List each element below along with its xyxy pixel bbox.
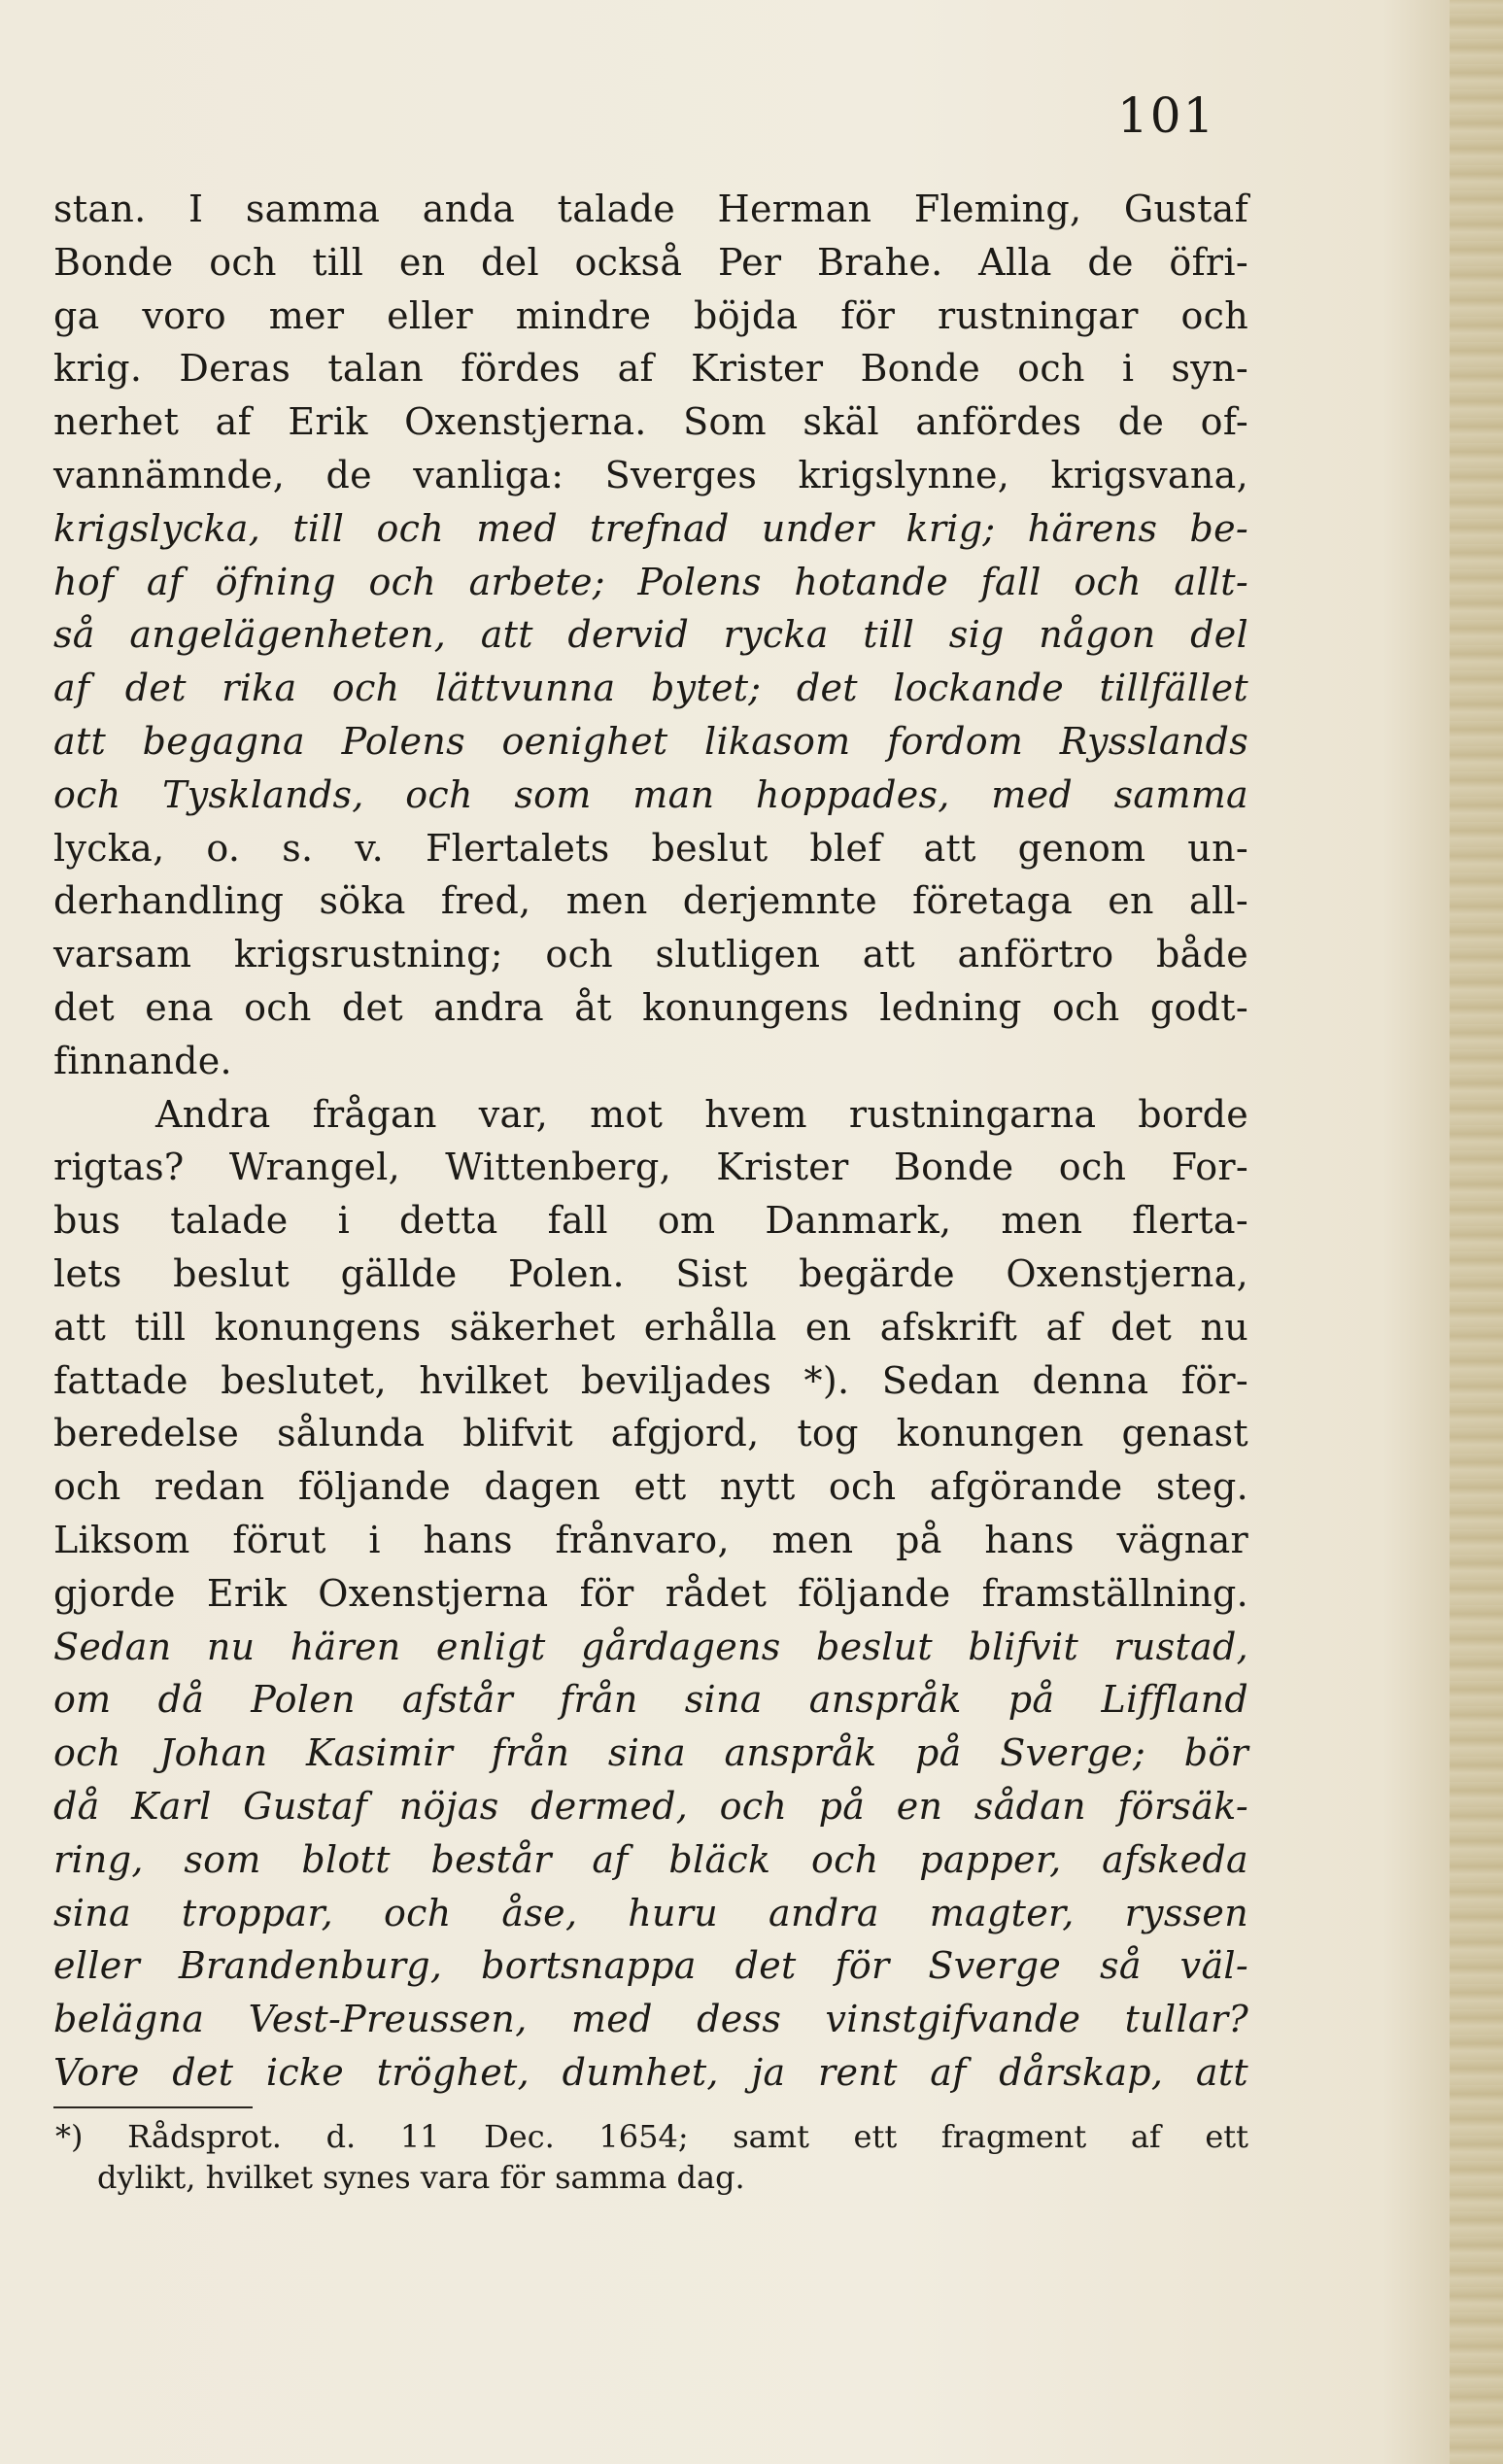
text-line: så angelägenheten, att dervid rycka till sig någon del xyxy=(53,613,1248,657)
body-text xyxy=(53,183,1248,2100)
footnote-line: dylikt, hvilket synes vara för samma dag. xyxy=(97,2159,745,2196)
text-line: ga voro mer eller mindre böjda för rustningar och xyxy=(53,293,1248,337)
text-line: krig. Deras talan fördes af Krister Bonde och i syn- xyxy=(53,347,1248,391)
text-line: ring, som blott består af bläck och papper, afskeda xyxy=(53,1837,1248,1881)
text-line: vannämnde, de vanliga: Sverges krigslynne, krigsvana, xyxy=(53,453,1248,496)
text-line: att begagna Polens oenighet likasom fordom Rysslands xyxy=(53,719,1248,763)
text-line: och redan följande dagen ett nytt och afgörande steg. xyxy=(53,1465,1248,1509)
text-line: lycka, o. s. v. Flertalets beslut blef att genom un- xyxy=(53,826,1248,870)
text-line: om då Polen afstår från sina anspråk på Liffland xyxy=(53,1678,1248,1722)
text-line: finnande. xyxy=(53,1039,232,1082)
text-line: Andra frågan var, mot hvem rustningarna borde xyxy=(155,1092,1248,1136)
text-line: nerhet af Erik Oxenstjerna. Som skäl anfördes de of- xyxy=(53,400,1248,444)
text-line: och Tysklands, och som man hoppades, med samma xyxy=(53,772,1248,816)
text-line: att till konungens säkerhet erhålla en afskrift af det nu xyxy=(53,1305,1248,1349)
footnote xyxy=(55,2116,1248,2198)
text-line: gjorde Erik Oxenstjerna för rådet följande framställning. xyxy=(53,1571,1248,1615)
text-line: hof af öfning och arbete; Polens hotande fall och allt- xyxy=(53,560,1248,603)
text-line: varsam krigsrustning; och slutligen att anförtro både xyxy=(53,933,1248,976)
text-line: stan. I samma anda talade Herman Fleming, Gustaf xyxy=(53,188,1248,230)
text-line: fattade beslutet, hvilket beviljades *). Sedan denna för- xyxy=(53,1358,1248,1402)
text-line: då Karl Gustaf nöjas dermed, och på en sådan försäk- xyxy=(53,1784,1248,1828)
text-line: Bonde och till en del också Per Brahe. Alla de öfri- xyxy=(53,240,1248,284)
text-line: sina troppar, och åse, huru andra magter, ryssen xyxy=(53,1891,1248,1934)
text-line: det ena och det andra åt konungens ledning och godt- xyxy=(53,985,1248,1029)
text-line: Sedan nu hären enligt gårdagens beslut blifvit rustad, xyxy=(53,1625,1248,1668)
text-line: belägna Vest-Preussen, med dess vinstgifvande tullar? xyxy=(53,1998,1248,2041)
footnote-rule xyxy=(53,2106,253,2108)
text-line: beredelse sålunda blifvit afgjord, tog konungen genast xyxy=(53,1412,1248,1455)
text-line: Liksom förut i hans frånvaro, men på hans vägnar xyxy=(53,1518,1248,1561)
text-line: krigslycka, till och med trefnad under krig; härens be- xyxy=(53,506,1248,550)
text-line: bus talade i detta fall om Danmark, men flerta- xyxy=(53,1199,1248,1243)
text-line: lets beslut gällde Polen. Sist begärde Oxenstjerna, xyxy=(53,1251,1248,1295)
text-line: och Johan Kasimir från sina anspråk på Sverge; bör xyxy=(53,1731,1248,1775)
text-line: eller Brandenburg, bortsnappa det för Sverge så väl- xyxy=(53,1944,1248,1988)
text-line: derhandling söka fred, men derjemnte företaga en all- xyxy=(53,879,1248,923)
text-line: Vore det icke tröghet, dumhet, ja rent af dårskap, att xyxy=(53,2050,1248,2094)
page-number: 101 xyxy=(1117,87,1216,144)
text-line: rigtas? Wrangel, Wittenberg, Krister Bonde och For- xyxy=(53,1146,1248,1189)
page-edge-shadow xyxy=(1450,0,1503,2464)
text-line: af det rika och lättvunna bytet; det lockande tillfället xyxy=(53,667,1248,710)
footnote-line: *) Rådsprot. d. 11 Dec. 1654; samt ett fragment af ett xyxy=(55,2118,1248,2155)
